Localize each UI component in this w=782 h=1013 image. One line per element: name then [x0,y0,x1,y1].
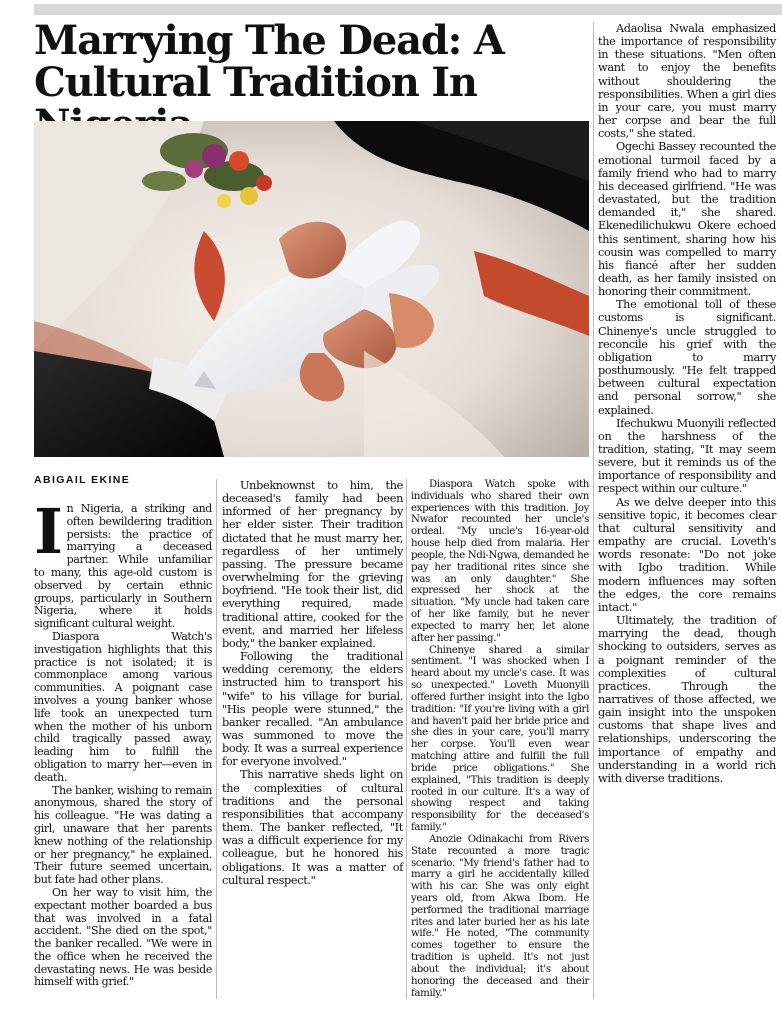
paragraph: As we delve deeper into this sensitive topic, it becomes clear that cultural sensitivity and empathy are crucial. Loveth's words resonate: "Do not joke with Igbo tradition. While modern influences may soften the edges, the core remains intact." [598,495,776,614]
column-3 [411,479,589,999]
paragraph: This narrative sheds light on the complexities of cultural traditions and the personal responsibilities that accompany them. The banker reflected, "It was a difficult experience for my colleague, but he honored his obligations. It was a matter of cultural respect." [222,768,403,887]
column-divider [593,22,594,999]
paragraph: Following the traditional wedding ceremony, the elders instructed him to transport his "wife" to his village for burial. "His people were stunned," the banker recalled. "An ambulance was summoned to move the body. It was a surreal experience for everyone involved." [222,650,403,769]
column-divider [406,479,407,999]
paragraph: The emotional toll of these customs is significant. Chinenye's uncle struggled to reconcile his grief with the obligation to marry posthumously. "He felt trapped between cultural expectation and personal sorrow," she explained. [598,298,776,417]
header-bar [34,4,782,15]
byline: ABIGAIL EKINE [34,474,131,486]
headline-line-1: Marrying The Dead: A [34,17,504,64]
paragraph: Chinenye shared a similar sentiment. "I was shocked when I heard about my uncle's case. It was so unexpected." Loveth Muonyili offered further insight into the Igbo tradition: "If you're living with a girl and haven't paid her bride price and she dies in your care, you'll marry her corpse. You'll even wear matching attire and fulfill the full bride price obligations." She explained, "This tradition is deeply rooted in our culture. It's a way of showing respect and taking responsibility for the deceased's family." [411,644,589,834]
wedding-hands-illustration [34,121,589,457]
headline-line-2: Cultural Tradition In [34,59,477,106]
column-1 [34,495,212,989]
column-divider [216,479,217,999]
article-photo [34,121,589,457]
column-4 [598,22,776,785]
paragraph: Diaspora Watch's investigation highlights that this practice is not isolated; it is commonplace among various communities. A poignant case involves a young banker whose life took an unexpected turn when the mother of his unborn child tragically passed away, leading him to fulfill the obligation to marry her—even in death. [34,629,212,784]
paragraph: In Nigeria, a striking and often bewildering tradition persists: the practice of marrying a deceased partner. While unfamiliar to many, this age-old custom is observed by certain ethnic groups, particularly in Southern Nigeria, where it holds significant cultural weight. [34,495,212,631]
paragraph: Ogechi Bassey recounted the emotional turmoil faced by a family friend who had to marry his deceased girlfriend. "He was devastated, but the tradition demanded it," she shared. Ekenedilichukwu Okere echoed this sentiment, sharing how his cousin was compelled to marry his fiancé after her sudden death, as her family insisted on honoring their commitment. [598,140,776,299]
column-2 [222,479,403,887]
paragraph: Diaspora Watch spoke with individuals who shared their own experiences with this tradition. Joy Nwafor recounted her uncle's ordeal. "My uncle's 16-year-old house help died from malaria. Her people, the Ndi-Ngwa, demanded he pay her traditional rites since she was an only daughter." She expressed her shock at the situation. "My uncle had taken care of her like family, but he never expected to marry her, let alone after her passing." [411,479,589,644]
paragraph: Unbeknownst to him, the deceased's family had been informed of her pregnancy by her elder sister. Their tradition dictated that he must marry her, regardless of her untimely passing. The pressure became overwhelming for the grieving boyfriend. "He took their list, did everything required, made traditional attire, cooked for the event, and married her lifeless body," the banker explained. [222,479,403,650]
paragraph: On her way to visit him, the expectant mother boarded a bus that was involved in a fatal accident. "She died on the spot," the banker recalled. "We were in the office when he received the devastating news. He was beside himself with grief." [34,885,212,989]
paragraph: The banker, wishing to remain anonymous, shared the story of his colleague. "He was dating a girl, unaware that her parents knew nothing of the relationship or her pregnancy," he explained. Their future seemed uncertain, but fate had other plans. [34,783,212,887]
drop-cap: I [34,495,63,568]
paragraph: Ultimately, the tradition of marrying the dead, though shocking to outsiders, serves as a poignant reminder of the complexities of cultural practices. Through the narratives of those affected, we gain insight into the unspoken customs that shape lives and relationships, underscoring the importance of empathy and understanding in a world rich with diverse traditions. [598,614,776,785]
paragraph: Anozie Odinakachi from Rivers State recounted a more tragic scenario. "My friend's father had to marry a girl he accidentally killed with his car. She was only eight years old, from Akwa Ibom. He performed the traditional marriage rites and later buried her as his late wife." He noted, "The community comes together to ensure the tradition is upheld. It's not just about the individual; it's about honoring the deceased and their family." [411,833,589,999]
paragraph: Adaolisa Nwala emphasized the importance of responsibility in these situations. "Men often want to enjoy the benefits without shouldering the responsibilities. When a girl dies in your care, you must marry her corpse and bear the full costs," she stated. [598,22,776,141]
paragraph: Ifechukwu Muonyili reflected on the harshness of the tradition, stating, "It may seem severe, but it reminds us of the importance of responsibility and respect within our culture." [598,416,776,496]
